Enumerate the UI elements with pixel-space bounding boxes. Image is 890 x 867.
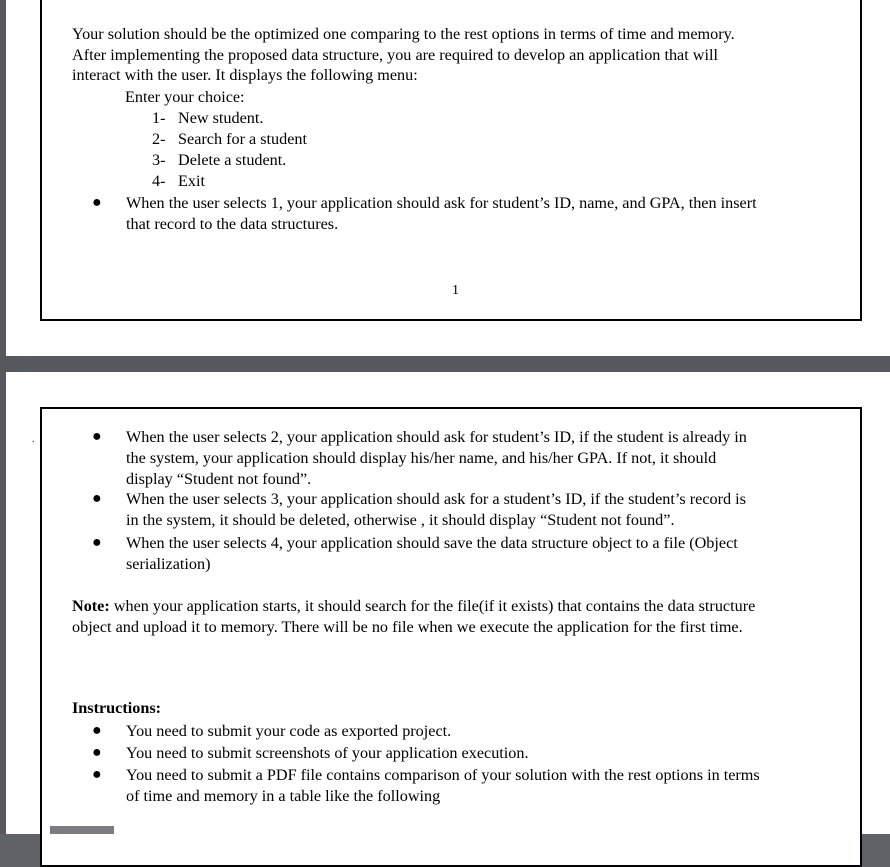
bullet-line: You need to submit a PDF file contains comparison of your solution with the rest options in terms bbox=[126, 766, 760, 784]
bullet-line: the system, your application should display his/her name, and his/her GPA. If not, it should bbox=[126, 448, 717, 467]
bullet-icon: ● bbox=[92, 534, 102, 551]
bullet-line: that record to the data structures. bbox=[126, 214, 339, 233]
bullet-line: When the user selects 4, your application should save the data structure object to a file (Object bbox=[126, 534, 738, 552]
bullet-text bbox=[126, 743, 529, 764]
bullet-icon: ● bbox=[92, 766, 102, 783]
note-text: object and upload it to memory. There will be no file when we execute the application for the first time. bbox=[72, 617, 743, 636]
bullet-text bbox=[126, 721, 451, 742]
intro-line: interact with the user. It displays the following menu: bbox=[72, 66, 418, 85]
bullet-line: of time and memory in a table like the following bbox=[126, 786, 441, 805]
bullet-line: You need to submit your code as exported project. bbox=[126, 722, 452, 740]
bullet-line: in the system, it should be deleted, otherwise , it should display “Student not found”. bbox=[126, 510, 675, 529]
bullet-line: When the user selects 3, your application should ask for a student’s ID, if the student’s record is bbox=[126, 490, 746, 508]
bullet-text bbox=[126, 489, 746, 531]
note-paragraph bbox=[72, 596, 755, 637]
bullet-line: serialization) bbox=[126, 554, 211, 573]
menu-title: Enter your choice: bbox=[125, 88, 245, 106]
menu-item-label: Delete a student. bbox=[178, 151, 287, 169]
intro-line: Your solution should be the optimized one comparing to the rest options in terms of time and memory. bbox=[72, 25, 735, 43]
bullet-line: When the user selects 1, your application should ask for student’s ID, name, and GPA, then insert bbox=[126, 194, 757, 212]
bullet-icon: ● bbox=[92, 744, 102, 761]
bullet-icon: ● bbox=[92, 194, 102, 211]
note-label: Note: bbox=[72, 597, 110, 615]
pdf-page-2 bbox=[6, 372, 890, 834]
menu-item bbox=[152, 151, 286, 170]
menu-item-number: 3- bbox=[152, 151, 166, 169]
bullet-text bbox=[126, 193, 757, 235]
bullet-line: When the user selects 2, your application should ask for student’s ID, if the student is already in bbox=[126, 428, 747, 446]
menu-item bbox=[152, 172, 205, 191]
bullet-text bbox=[126, 765, 760, 807]
menu-item bbox=[152, 130, 307, 149]
page-number: 1 bbox=[452, 283, 459, 298]
intro-line: After implementing the proposed data structure, you are required to develop an application that will bbox=[72, 45, 718, 64]
note-text: when your application starts, it should search for the file(if it exists) that contains the data structure bbox=[109, 597, 756, 615]
menu-item-number: 1- bbox=[152, 109, 166, 127]
menu-item bbox=[152, 109, 263, 128]
instructions-heading: Instructions: bbox=[72, 699, 162, 717]
bullet-icon: ● bbox=[92, 428, 102, 445]
menu-item-number: 4- bbox=[152, 172, 166, 190]
stray-mark: . bbox=[32, 434, 35, 445]
bullet-line: display “Student not found”. bbox=[126, 469, 312, 488]
pdf-page-1 bbox=[6, 0, 890, 356]
intro-paragraph bbox=[72, 24, 735, 86]
bullet-text bbox=[126, 533, 738, 575]
menu-item-label: New student. bbox=[178, 109, 264, 127]
menu-item-label: Exit bbox=[178, 172, 205, 190]
bullet-icon: ● bbox=[92, 722, 102, 739]
bullet-icon: ● bbox=[92, 490, 102, 507]
bullet-text bbox=[126, 427, 747, 489]
horizontal-scrollbar-thumb[interactable] bbox=[50, 826, 114, 834]
menu-item-number: 2- bbox=[152, 130, 166, 148]
menu-item-label: Search for a student bbox=[178, 130, 308, 148]
bullet-line: You need to submit screenshots of your application execution. bbox=[126, 744, 529, 762]
